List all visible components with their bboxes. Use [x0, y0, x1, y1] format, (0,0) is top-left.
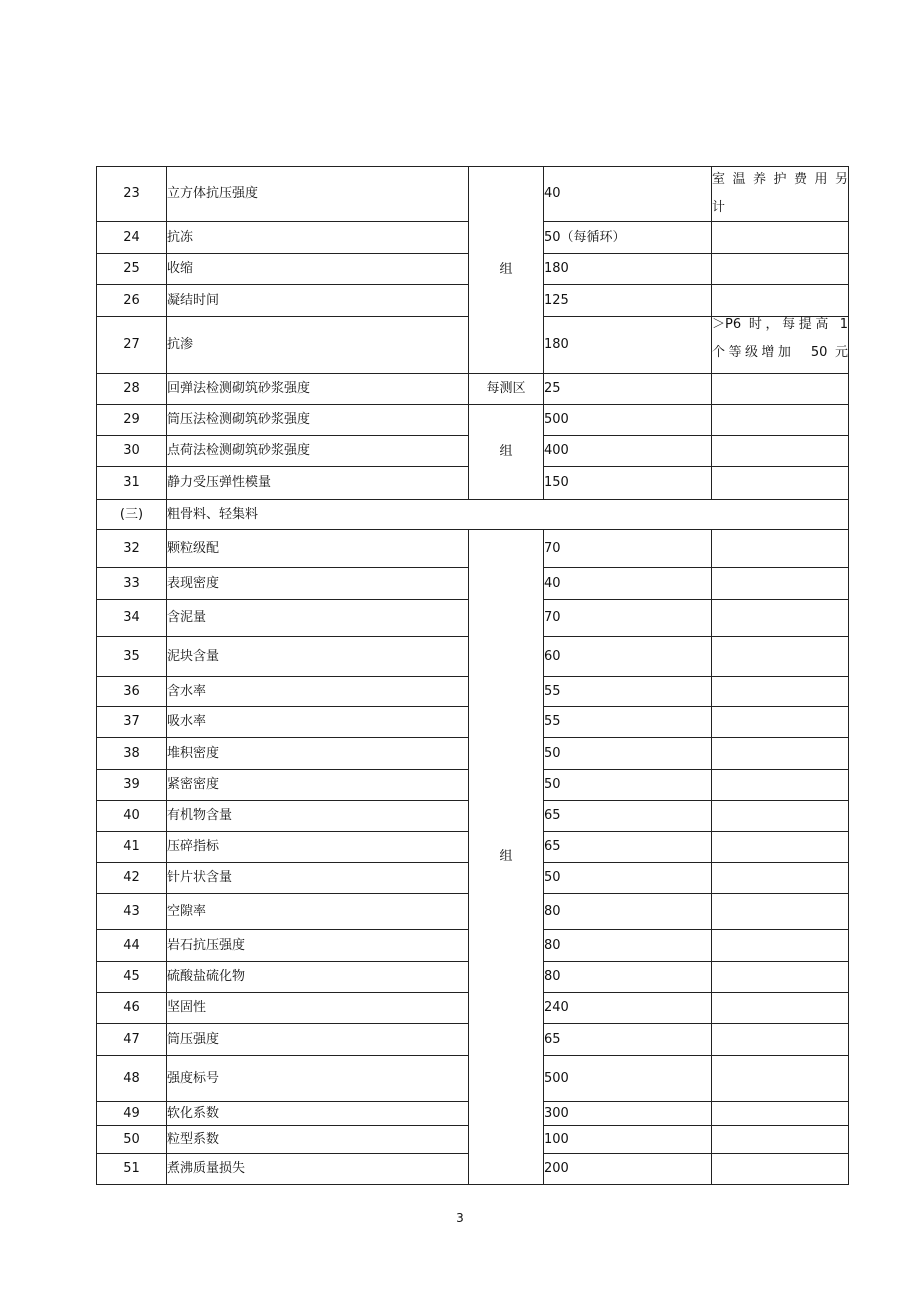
note-cell — [712, 285, 849, 317]
item-name: 软化系数 — [167, 1102, 469, 1126]
note-cell — [712, 801, 849, 832]
note-cell — [712, 568, 849, 600]
table-row — [97, 374, 849, 405]
note-cell — [712, 770, 849, 801]
item-name: 收缩 — [167, 254, 469, 285]
note-cell — [712, 1126, 849, 1154]
item-name: 含水率 — [167, 677, 469, 707]
note-cell — [712, 530, 849, 568]
item-name: 吸水率 — [167, 707, 469, 738]
fee-table — [96, 166, 849, 1185]
row-number: 43 — [97, 894, 167, 930]
item-name: 回弹法检测砌筑砂浆强度 — [167, 374, 469, 405]
price-cell: 50 — [544, 738, 712, 770]
item-name: 表现密度 — [167, 568, 469, 600]
row-number: 37 — [97, 707, 167, 738]
item-name: 压碎指标 — [167, 832, 469, 863]
row-number: 25 — [97, 254, 167, 285]
price-cell: 200 — [544, 1154, 712, 1185]
item-name: 点荷法检测砌筑砂浆强度 — [167, 436, 469, 467]
item-name: 立方体抗压强度 — [167, 167, 469, 222]
note-cell — [712, 1154, 849, 1185]
row-number: 26 — [97, 285, 167, 317]
section-title: 粗骨料、轻集料 — [167, 500, 849, 530]
section-row — [97, 500, 849, 530]
note-line: 计 — [712, 200, 726, 215]
note-cell — [712, 222, 849, 254]
note-cell — [712, 677, 849, 707]
price-cell: 60 — [544, 637, 712, 677]
price-cell: 50 — [544, 863, 712, 894]
row-number: 31 — [97, 467, 167, 500]
row-number: 50 — [97, 1126, 167, 1154]
note-cell — [712, 863, 849, 894]
note-cell — [712, 600, 849, 637]
note-cell — [712, 167, 849, 222]
price-cell: 70 — [544, 600, 712, 637]
row-number: 49 — [97, 1102, 167, 1126]
item-name: 紧密密度 — [167, 770, 469, 801]
item-name: 抗冻 — [167, 222, 469, 254]
row-number: 32 — [97, 530, 167, 568]
price-cell: 55 — [544, 677, 712, 707]
note-cell — [712, 1056, 849, 1102]
price-cell: 25 — [544, 374, 712, 405]
row-number: 28 — [97, 374, 167, 405]
row-number: 47 — [97, 1024, 167, 1056]
price-cell: 40 — [544, 167, 712, 222]
table-row — [97, 530, 849, 568]
item-name: 筒压强度 — [167, 1024, 469, 1056]
row-number: 44 — [97, 930, 167, 962]
row-number: 36 — [97, 677, 167, 707]
price-cell: 125 — [544, 285, 712, 317]
row-number: 42 — [97, 863, 167, 894]
note-cell — [712, 993, 849, 1024]
note-line: ＞P6 时，每提高 1 — [712, 317, 848, 332]
price-cell: 70 — [544, 530, 712, 568]
row-number: 30 — [97, 436, 167, 467]
price-cell: 65 — [544, 832, 712, 863]
note-cell — [712, 405, 849, 436]
unit-cell: 组 — [469, 167, 544, 374]
note-cell — [712, 374, 849, 405]
item-name: 强度标号 — [167, 1056, 469, 1102]
unit-cell: 组 — [469, 405, 544, 500]
price-cell: 50 — [544, 770, 712, 801]
item-name: 凝结时间 — [167, 285, 469, 317]
row-number: 48 — [97, 1056, 167, 1102]
note-cell — [712, 254, 849, 285]
item-name: 空隙率 — [167, 894, 469, 930]
row-number: 33 — [97, 568, 167, 600]
price-cell: 150 — [544, 467, 712, 500]
price-cell: 400 — [544, 436, 712, 467]
note-line: 个等级增加 50 元 — [712, 345, 848, 360]
row-number: 46 — [97, 993, 167, 1024]
row-number: 39 — [97, 770, 167, 801]
section-number: (三) — [97, 500, 167, 530]
row-number: 23 — [97, 167, 167, 222]
note-cell — [712, 1102, 849, 1126]
note-cell — [712, 738, 849, 770]
row-number: 35 — [97, 637, 167, 677]
note-cell — [712, 894, 849, 930]
note-cell — [712, 317, 849, 374]
note-cell — [712, 467, 849, 500]
price-cell: 65 — [544, 801, 712, 832]
row-number: 29 — [97, 405, 167, 436]
row-number: 38 — [97, 738, 167, 770]
note-cell — [712, 930, 849, 962]
page-number: 3 — [456, 1211, 464, 1225]
price-cell: 500 — [544, 1056, 712, 1102]
row-number: 27 — [97, 317, 167, 374]
item-name: 岩石抗压强度 — [167, 930, 469, 962]
item-name: 泥块含量 — [167, 637, 469, 677]
price-cell: 50（每循环） — [544, 222, 712, 254]
item-name: 颗粒级配 — [167, 530, 469, 568]
item-name: 煮沸质量损失 — [167, 1154, 469, 1185]
item-name: 粒型系数 — [167, 1126, 469, 1154]
item-name: 含泥量 — [167, 600, 469, 637]
price-cell: 40 — [544, 568, 712, 600]
price-cell: 300 — [544, 1102, 712, 1126]
unit-cell: 每测区 — [469, 374, 544, 405]
note-cell — [712, 962, 849, 993]
item-name: 堆积密度 — [167, 738, 469, 770]
price-cell: 55 — [544, 707, 712, 738]
item-name: 硫酸盐硫化物 — [167, 962, 469, 993]
price-cell: 80 — [544, 930, 712, 962]
note-cell — [712, 1024, 849, 1056]
table-row — [97, 405, 849, 436]
row-number: 34 — [97, 600, 167, 637]
item-name: 针片状含量 — [167, 863, 469, 894]
row-number: 51 — [97, 1154, 167, 1185]
note-cell — [712, 832, 849, 863]
price-cell: 240 — [544, 993, 712, 1024]
price-cell: 80 — [544, 962, 712, 993]
note-line: 室温养护费用另 — [712, 172, 848, 187]
price-cell: 65 — [544, 1024, 712, 1056]
note-cell — [712, 637, 849, 677]
price-cell: 180 — [544, 254, 712, 285]
price-cell: 180 — [544, 317, 712, 374]
row-number: 40 — [97, 801, 167, 832]
item-name: 静力受压弹性模量 — [167, 467, 469, 500]
note-cell — [712, 436, 849, 467]
item-name: 坚固性 — [167, 993, 469, 1024]
table-row — [97, 167, 849, 222]
unit-cell: 组 — [469, 530, 544, 1185]
item-name: 筒压法检测砌筑砂浆强度 — [167, 405, 469, 436]
item-name: 有机物含量 — [167, 801, 469, 832]
price-cell: 100 — [544, 1126, 712, 1154]
price-cell: 80 — [544, 894, 712, 930]
row-number: 41 — [97, 832, 167, 863]
item-name: 抗渗 — [167, 317, 469, 374]
note-cell — [712, 707, 849, 738]
price-cell: 500 — [544, 405, 712, 436]
row-number: 45 — [97, 962, 167, 993]
row-number: 24 — [97, 222, 167, 254]
